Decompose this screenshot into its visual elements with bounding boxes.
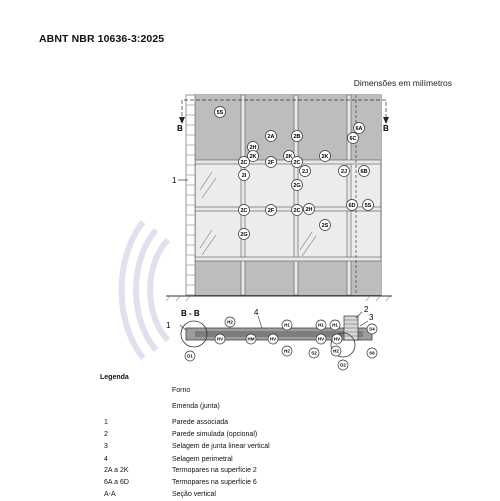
legend-value: Seção vertical [172,491,216,498]
thermocouple-marker-label: S6 [369,350,375,356]
thermocouple-marker-label: 2S [321,222,329,229]
section-label-left: B [177,124,183,133]
callout-1-bottom: 1 [166,321,171,330]
thermocouple-marker-label: 2K [321,153,329,160]
legend-value: Parede associada [172,419,229,426]
thermocouple-marker-label: 2B [293,133,301,140]
legend-key: 2 [104,431,108,438]
legend-value: Selagem de junta linear vertical [172,443,270,450]
thermocouple-marker-label: 5S [364,202,372,209]
legend-value: Emenda (junta) [172,403,220,410]
thermocouple-marker-label: 2J [301,168,309,175]
thermocouple-marker-label: S4 [369,326,375,332]
thermocouple-marker-label: HV [333,336,341,342]
legend-row [104,443,404,453]
thermocouple-marker-label: 2A [267,133,275,140]
thermocouple-marker-label: H2 [227,319,233,325]
legend-row [104,467,404,477]
section-caption: B - B [181,309,200,318]
callout-3: 3 [369,313,374,322]
thermocouple-marker-label: 2G [240,231,248,238]
thermocouple-marker-label: 2G [293,182,301,189]
thermocouple-marker-label: 2H [249,144,257,151]
legend-key: A-A [104,491,116,498]
thermocouple-marker-label: 6A [355,125,363,132]
thermocouple-marker-label: 2K [285,153,293,160]
callout-4: 4 [254,308,259,317]
thermocouple-marker-label: HV [269,336,277,342]
legend-value: Forno [172,387,191,394]
thermocouple-marker-label: 2I [241,172,247,179]
plan-section [180,312,372,357]
thermocouple-marker-label: H1 [332,322,338,328]
thermocouple-marker-label: HM [247,336,255,342]
legend-row [104,387,404,397]
legend-value: Termopares na superfície 6 [172,479,257,486]
thermocouple-marker-label: 2K [249,153,257,160]
legend-row [104,431,404,441]
thermocouple-marker-label: 2F [267,159,275,166]
thermocouple-marker-label: H2 [284,348,290,354]
thermocouple-marker-label: 6D [348,202,356,209]
dimensions-note: Dimensões em milímetros [353,78,452,88]
section-label-right: B [383,124,389,133]
watermark [122,222,168,358]
legend-value: Selagem perimetral [172,456,233,463]
thermocouple-marker-label: 2H [305,206,313,213]
legend-title: Legenda [100,374,129,381]
legend-key: 6A a 6D [104,479,129,486]
thermocouple-marker-label: 2J [340,168,348,175]
thermocouple-marker-label: HV [317,336,325,342]
legend-value: Termopares na superfície 2 [172,467,257,474]
legend-key: 1 [104,419,108,426]
callout-1-top: 1 [172,176,177,185]
thermocouple-marker-label: 2C [240,207,248,214]
legend-row [104,403,404,413]
thermocouple-marker-label: 6C [349,135,357,142]
thermocouple-marker-label: H2 [333,348,339,354]
legend-row [104,456,404,466]
document-code: ABNT NBR 10636-3:2025 [39,33,165,45]
thermocouple-marker-label: 6B [360,168,368,175]
callout-2: 2 [364,305,369,314]
thermocouple-marker-label: 2C [240,159,248,166]
legend-key: 3 [104,443,108,450]
thermocouple-marker-label: S2 [311,350,317,356]
thermocouple-marker-label: 2C [293,207,301,214]
thermocouple-marker-label: HV [216,336,224,342]
thermocouple-marker-label: H1 [318,322,324,328]
legend-row [104,419,404,429]
legend-row [104,479,404,489]
thermocouple-marker-label: D2 [340,362,346,368]
thermocouple-marker-label: D1 [187,353,193,359]
legend-value: Parede simulada (opcional) [172,431,258,438]
thermocouple-marker-label: 2F [267,207,275,214]
thermocouple-marker-label: 2C [293,159,301,166]
thermocouple-marker-label: H1 [284,322,290,328]
legend-key: 2A a 2K [104,467,129,474]
thermocouple-marker-label: 5S [216,109,224,116]
legend-key: 4 [104,456,108,463]
